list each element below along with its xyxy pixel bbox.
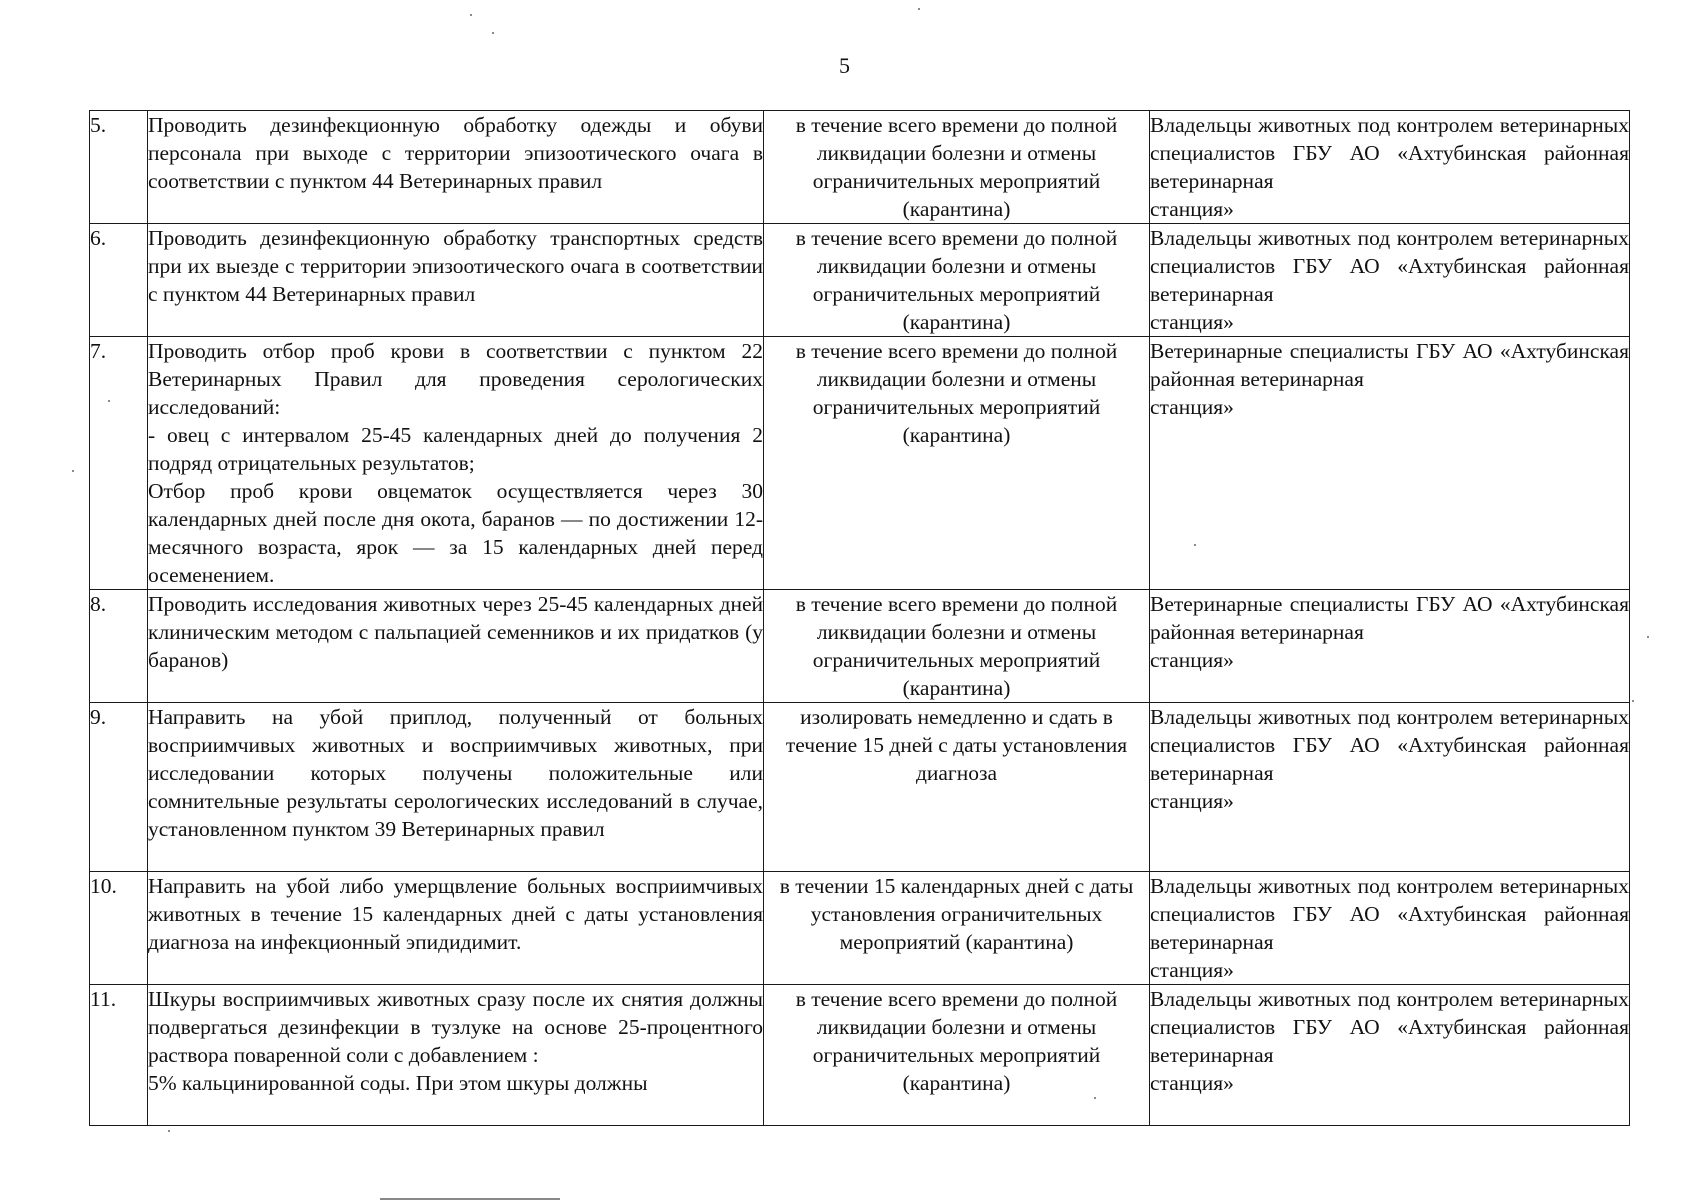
- row-number: 11.: [90, 985, 148, 1126]
- action-cell: [148, 111, 764, 224]
- action-text: 5% кальцинированной соды. При этом шкуры должны: [148, 1071, 648, 1095]
- row-number: 7.: [90, 337, 148, 590]
- responsible-text: Владельцы животных под контролем ветеринарных специалистов ГБУ АО «Ахтубинская районная ветеринарная: [1150, 226, 1629, 306]
- term-cell: в течение всего времени до полной ликвидации болезни и отмены ограничительных мероприятий (карантина): [764, 337, 1150, 590]
- scan-speck: [918, 8, 920, 10]
- action-cell: [148, 224, 764, 337]
- table-row: [90, 111, 1630, 224]
- action-text: Отбор проб крови овцематок осуществляется через 30 календарных дней после дня окота, баранов — по достижении 12-месячного возраста, ярок — за 15 календарных дней перед осеменением.: [148, 479, 763, 587]
- action-text: Направить на убой приплод, полученный от больных восприимчивых животных и восприимчивых животных, при исследовании которых получены положительные или сомнительные результаты серологических исследований в случае, установленном пунктом 39 Ветеринарных правил: [148, 705, 763, 841]
- term-cell: в течение всего времени до полной ликвидации болезни и отмены ограничительных мероприятий (карантина): [764, 590, 1150, 703]
- row-number: 10.: [90, 872, 148, 985]
- responsible-cell: [1150, 337, 1630, 590]
- action-cell: [148, 590, 764, 703]
- table-row: [90, 224, 1630, 337]
- responsible-cell: [1150, 590, 1630, 703]
- scan-speck: [168, 1130, 170, 1132]
- responsible-text: Владельцы животных под контролем ветеринарных специалистов ГБУ АО «Ахтубинская районная ветеринарная: [1150, 874, 1629, 954]
- responsible-text-end: станция»: [1150, 789, 1234, 813]
- table-row: [90, 590, 1630, 703]
- row-number: 5.: [90, 111, 148, 224]
- action-cell: [148, 703, 764, 872]
- responsible-text: Ветеринарные специалисты ГБУ АО «Ахтубинская районная ветеринарная: [1150, 592, 1629, 644]
- responsible-text-end: станция»: [1150, 395, 1234, 419]
- scan-speck: [1647, 636, 1649, 638]
- responsible-text: Владельцы животных под контролем ветеринарных специалистов ГБУ АО «Ахтубинская районная ветеринарная: [1150, 113, 1629, 193]
- responsible-cell: [1150, 703, 1630, 872]
- table-row: [90, 985, 1630, 1126]
- responsible-text-end: станция»: [1150, 958, 1234, 982]
- page-number: 5: [839, 53, 850, 78]
- scan-speck: [492, 32, 494, 34]
- action-cell: [148, 985, 764, 1126]
- responsible-cell: [1150, 872, 1630, 985]
- responsible-text-end: станция»: [1150, 197, 1234, 221]
- responsible-text-end: станция»: [1150, 648, 1234, 672]
- action-text: Шкуры восприимчивых животных сразу после их снятия должны подвергаться дезинфекции в тузлуке на основе 25-процентного раствора поваренной соли с добавлением :: [148, 987, 763, 1067]
- responsible-text-end: станция»: [1150, 1071, 1234, 1095]
- action-text: - овец с интервалом 25-45 календарных дней до получения 2 подряд отрицательных результатов;: [148, 423, 763, 475]
- row-number: 9.: [90, 703, 148, 872]
- table-row: [90, 703, 1630, 872]
- scan-speck: [1194, 544, 1196, 546]
- table-row: [90, 337, 1630, 590]
- action-text: Проводить дезинфекционную обработку одежды и обуви персонала при выходе с территории эпизоотического очага в соответствии с пунктом 44 Ветеринарных правил: [148, 113, 763, 193]
- responsible-cell: [1150, 111, 1630, 224]
- table-row: [90, 872, 1630, 985]
- scan-speck: [1632, 700, 1634, 702]
- term-cell: в течении 15 календарных дней с даты установления ограничительных мероприятий (карантина): [764, 872, 1150, 985]
- row-number: 6.: [90, 224, 148, 337]
- action-text: Проводить дезинфекционную обработку транспортных средств при их выезде с территории эпизоотического очага в соответствии с пунктом 44 Ветеринарных правил: [148, 226, 763, 306]
- scan-speck: [470, 14, 472, 16]
- term-cell: в течение всего времени до полной ликвидации болезни и отмены ограничительных мероприятий (карантина): [764, 111, 1150, 224]
- measures-table: [89, 110, 1630, 1126]
- term-cell: в течение всего времени до полной ликвидации болезни и отмены ограничительных мероприятий (карантина): [764, 985, 1150, 1126]
- responsible-text-end: станция»: [1150, 310, 1234, 334]
- scan-speck: [1094, 1097, 1096, 1099]
- responsible-text: Владельцы животных под контролем ветеринарных специалистов ГБУ АО «Ахтубинская районная ветеринарная: [1150, 705, 1629, 785]
- action-text: Проводить отбор проб крови в соответствии с пунктом 22 Ветеринарных Правил для проведения серологических исследований:: [148, 339, 763, 419]
- action-cell: [148, 337, 764, 590]
- term-cell: изолировать немедленно и сдать в течение 15 дней с даты установления диагноза: [764, 703, 1150, 872]
- scan-speck: [72, 470, 74, 472]
- responsible-cell: [1150, 985, 1630, 1126]
- row-number: 8.: [90, 590, 148, 703]
- responsible-text: Ветеринарные специалисты ГБУ АО «Ахтубинская районная ветеринарная: [1150, 339, 1629, 391]
- action-text: Направить на убой либо умерщвление больных восприимчивых животных в течение 15 календарных дней с даты установления диагноза на инфекционный эпидидимит.: [148, 874, 763, 954]
- responsible-cell: [1150, 224, 1630, 337]
- responsible-text: Владельцы животных под контролем ветеринарных специалистов ГБУ АО «Ахтубинская районная ветеринарная: [1150, 987, 1629, 1067]
- action-text: Проводить исследования животных через 25-45 календарных дней клиническим методом с пальпацией семенников и их придатков (у баранов): [148, 592, 763, 672]
- action-cell: [148, 872, 764, 985]
- term-cell: в течение всего времени до полной ликвидации болезни и отмены ограничительных мероприятий (карантина): [764, 224, 1150, 337]
- scan-speck: [108, 400, 110, 402]
